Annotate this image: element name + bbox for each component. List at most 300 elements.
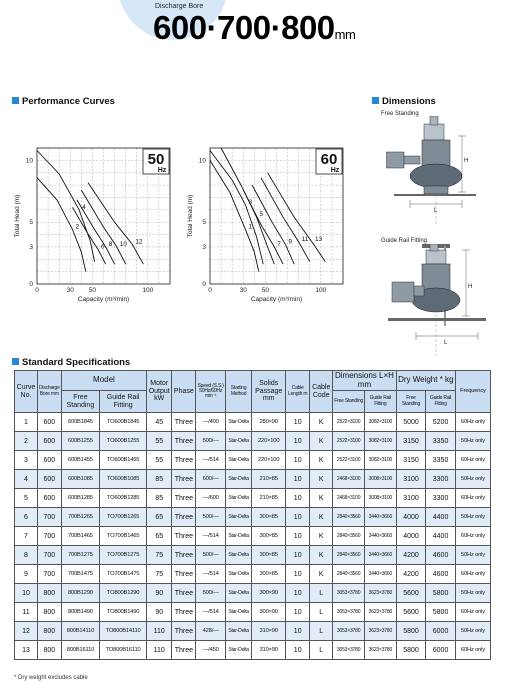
cell-motor: 65: [147, 527, 172, 546]
cell-cable-length: 10: [286, 413, 310, 432]
cell-curve: 1: [15, 413, 38, 432]
cell-model-guide: TO700B1475: [100, 565, 147, 584]
cell-weight-guide: 3300: [426, 470, 456, 489]
curve-label: 2: [75, 223, 80, 231]
cell-model-free: 600B1285: [61, 489, 99, 508]
cell-cable-code: L: [310, 603, 333, 622]
cell-model-free: 800B1490: [61, 603, 99, 622]
cell-weight-free: 3100: [396, 470, 426, 489]
cell-weight-guide: 5200: [426, 413, 456, 432]
cell-model-guide: TO800B1290: [100, 584, 147, 603]
cell-motor: 75: [147, 546, 172, 565]
cell-bore: 700: [37, 546, 61, 565]
cell-model-guide: TO700B1275: [100, 546, 147, 565]
cell-dims-free: 2840×3560: [333, 565, 365, 584]
cell-dims-free: 2522×3100: [333, 451, 365, 470]
length-label: L: [434, 208, 438, 214]
cell-phase: Three: [172, 451, 196, 470]
cell-model-guide: TO600B1285: [100, 489, 147, 508]
cell-weight-guide: 3350: [426, 432, 456, 451]
cell-dims-free: 2468×3100: [333, 470, 365, 489]
cell-speed: —/514: [196, 527, 226, 546]
cell-cable-code: K: [310, 508, 333, 527]
cell-dims-free: 2522×3100: [333, 432, 365, 451]
cell-frequency: 60Hz only: [455, 641, 490, 660]
y-tick-label: 10: [25, 157, 33, 165]
table-row: [15, 508, 491, 527]
cell-weight-free: 5600: [396, 584, 426, 603]
cell-dims-guide: 3008×3100: [364, 470, 396, 489]
cell-weight-free: 5800: [396, 641, 426, 660]
cell-frequency: 60Hz only: [455, 527, 490, 546]
cell-curve: 11: [15, 603, 38, 622]
table-row: [15, 527, 491, 546]
cell-dims-guide: 3082×3100: [364, 413, 396, 432]
cell-frequency: 60Hz only: [455, 603, 490, 622]
cell-starting: Star-Delta: [225, 451, 251, 470]
x-axis-label: Capacity (m³/min): [77, 296, 130, 303]
cell-model-guide: TO700B1265: [100, 508, 147, 527]
bore-sizes: 600·700·800: [153, 9, 335, 46]
x-tick-label: 0: [208, 287, 212, 294]
cell-model-free: 800B14110: [61, 622, 99, 641]
col-dimensions: Dimensions L×H mm: [333, 371, 397, 391]
cell-dims-guide: 3623×3780: [364, 584, 396, 603]
cell-solids: 210×85: [252, 470, 286, 489]
cell-speed: 428/—: [196, 622, 226, 641]
cell-speed: 500/—: [196, 546, 226, 565]
cell-model-guide: TO700B1465: [100, 527, 147, 546]
cell-speed: 600/—: [196, 470, 226, 489]
y-tick-label: 3: [29, 243, 33, 251]
cell-motor: 85: [147, 470, 172, 489]
cell-curve: 12: [15, 622, 38, 641]
cell-curve: 13: [15, 641, 38, 660]
cell-model-guide: TO600B1255: [100, 432, 147, 451]
cell-cable-length: 10: [286, 641, 310, 660]
cell-phase: Three: [172, 508, 196, 527]
cell-model-free: 600B1455: [61, 451, 99, 470]
cell-curve: 10: [15, 584, 38, 603]
cell-dims-free: 2840×3560: [333, 527, 365, 546]
cell-curve: 3: [15, 451, 38, 470]
cell-model-free: 600B1845: [61, 413, 99, 432]
footnote: * Dry weight excludes cable: [14, 675, 88, 681]
cell-dims-guide: 3623×3780: [364, 622, 396, 641]
cell-speed: —/514: [196, 451, 226, 470]
curve-label: 5: [259, 211, 264, 219]
cell-cable-code: K: [310, 527, 333, 546]
col-weight: Dry Weight * kg: [396, 371, 455, 391]
cell-weight-guide: 3300: [426, 489, 456, 508]
cell-starting: Star-Delta: [225, 641, 251, 660]
y-tick-label: 0: [202, 281, 206, 288]
cell-starting: Star-Delta: [225, 546, 251, 565]
table-row: [15, 546, 491, 565]
cell-bore: 600: [37, 413, 61, 432]
cell-bore: 700: [37, 565, 61, 584]
curve-12: [88, 183, 143, 265]
cell-frequency: 60Hz only: [455, 489, 490, 508]
curve-label: 9: [288, 238, 292, 246]
cell-model-guide: TO800B16110: [100, 641, 147, 660]
cell-dims-free: 3053×3780: [333, 584, 365, 603]
cell-model-free: 700B1275: [61, 546, 99, 565]
curve-label: 3: [248, 198, 253, 206]
cell-frequency: 50Hz only: [455, 470, 490, 489]
col-weight-guide: Guide Rail Fitting: [426, 391, 456, 413]
cell-curve: 4: [15, 470, 38, 489]
cell-cable-code: K: [310, 451, 333, 470]
cell-weight-free: 4000: [396, 508, 426, 527]
cell-bore: 800: [37, 622, 61, 641]
table-row: [15, 584, 491, 603]
y-tick-label: 5: [29, 219, 33, 227]
cell-model-free: 600B1085: [61, 470, 99, 489]
cell-model-free: 600B1255: [61, 432, 99, 451]
x-axis-label: Capacity (m³/min): [250, 296, 303, 303]
cell-weight-guide: 6000: [426, 641, 456, 660]
cell-starting: Star-Delta: [225, 489, 251, 508]
cell-weight-free: 5000: [396, 413, 426, 432]
cell-bore: 800: [37, 584, 61, 603]
spec-table: [14, 370, 491, 660]
cell-model-free: 800B1290: [61, 584, 99, 603]
cell-bore: 600: [37, 489, 61, 508]
cell-dims-free: 2840×3560: [333, 508, 365, 527]
cell-starting: Star-Delta: [225, 584, 251, 603]
curve-label: 8: [108, 240, 113, 248]
y-tick-label: 10: [198, 157, 206, 165]
cell-solids: 210×85: [252, 489, 286, 508]
cell-weight-free: 5800: [396, 622, 426, 641]
cell-dims-free: 2840×3560: [333, 546, 365, 565]
cell-bore: 700: [37, 508, 61, 527]
curve-label: 6: [100, 243, 105, 251]
x-tick-label: 0: [35, 287, 39, 294]
cell-motor: 90: [147, 603, 172, 622]
x-tick-label: 30: [239, 287, 247, 294]
cell-dims-guide: 3440×3660: [364, 565, 396, 584]
x-tick-label: 100: [142, 287, 154, 294]
cell-solids: 300×85: [252, 546, 286, 565]
col-motor: Motor Output kW: [147, 371, 172, 413]
curve-8: [77, 200, 115, 264]
cell-cable-code: L: [310, 584, 333, 603]
cell-dims-guide: 3440×3660: [364, 508, 396, 527]
curve-label: 1: [248, 223, 253, 231]
curve-13: [268, 173, 326, 262]
curve-label: 13: [314, 235, 323, 243]
frequency-unit: Hz: [157, 167, 167, 174]
col-model-free: Free Standing: [61, 391, 99, 413]
table-row: [15, 413, 491, 432]
y-tick-label: 0: [29, 281, 33, 288]
cell-cable-length: 10: [286, 508, 310, 527]
cell-dims-guide: 3440×3660: [364, 527, 396, 546]
cell-speed: —/514: [196, 565, 226, 584]
cell-motor: 65: [147, 508, 172, 527]
cell-frequency: 50Hz only: [455, 584, 490, 603]
cell-cable-length: 10: [286, 584, 310, 603]
cell-phase: Three: [172, 565, 196, 584]
cell-weight-free: 3100: [396, 489, 426, 508]
cell-motor: 45: [147, 413, 172, 432]
table-row: [15, 470, 491, 489]
cell-phase: Three: [172, 603, 196, 622]
cell-bore: 700: [37, 527, 61, 546]
cell-phase: Three: [172, 432, 196, 451]
cell-curve: 7: [15, 527, 38, 546]
cell-motor: 75: [147, 565, 172, 584]
cell-solids: 220×100: [252, 432, 286, 451]
cell-model-guide: TO600B1455: [100, 451, 147, 470]
cell-dims-guide: 3082×3100: [364, 432, 396, 451]
height-label: H: [464, 158, 469, 164]
curve-6: [73, 207, 106, 264]
chart-50hz: [14, 148, 170, 303]
table-row: [15, 603, 491, 622]
cell-cable-code: K: [310, 470, 333, 489]
cell-cable-length: 10: [286, 451, 310, 470]
table-row: [15, 622, 491, 641]
cell-speed: —/400: [196, 413, 226, 432]
cell-dims-free: 3053×3780: [333, 622, 365, 641]
cell-dims-guide: 3623×3780: [364, 641, 396, 660]
cell-starting: Star-Delta: [225, 470, 251, 489]
cell-solids: 300×85: [252, 565, 286, 584]
cell-solids: 220×100: [252, 451, 286, 470]
cell-weight-guide: 4400: [426, 527, 456, 546]
curve-label: 10: [119, 240, 128, 248]
cell-solids: 310×90: [252, 622, 286, 641]
cell-weight-guide: 3350: [426, 451, 456, 470]
cell-cable-code: K: [310, 489, 333, 508]
cell-cable-code: K: [310, 546, 333, 565]
cell-speed: —/450: [196, 641, 226, 660]
cell-dims-guide: 3440×3660: [364, 546, 396, 565]
cell-model-guide: TO600B1085: [100, 470, 147, 489]
cell-dims-guide: 3082×3100: [364, 451, 396, 470]
cell-speed: 500/—: [196, 508, 226, 527]
col-dims-guide: Guide Rail Fitting: [364, 391, 396, 413]
x-tick-label: 100: [315, 287, 327, 294]
cell-cable-length: 10: [286, 565, 310, 584]
cell-motor: 55: [147, 451, 172, 470]
y-tick-label: 3: [202, 243, 206, 251]
cell-phase: Three: [172, 584, 196, 603]
curve-label: 7: [277, 240, 281, 248]
cell-cable-length: 10: [286, 527, 310, 546]
header-subtitle: Discharge Bore: [155, 3, 204, 10]
free-standing-drawing: [386, 116, 496, 226]
cell-bore: 600: [37, 470, 61, 489]
table-row: [15, 432, 491, 451]
col-bore: Discharge Bore mm: [37, 371, 61, 413]
table-row: [15, 641, 491, 660]
x-tick-label: 30: [66, 287, 74, 294]
cell-dims-free: 3053×3780: [333, 641, 365, 660]
frequency-title: 60: [320, 151, 338, 168]
cell-cable-length: 10: [286, 432, 310, 451]
cell-starting: Star-Delta: [225, 603, 251, 622]
guide-rail-label: Guide Rail Fitting: [381, 238, 428, 244]
col-cable-code: Cable Code: [310, 371, 333, 413]
cell-speed: 500/—: [196, 584, 226, 603]
cell-model-free: 700B1265: [61, 508, 99, 527]
cell-frequency: 50Hz only: [455, 508, 490, 527]
cell-phase: Three: [172, 622, 196, 641]
cell-starting: Star-Delta: [225, 622, 251, 641]
frequency-unit: Hz: [330, 167, 340, 174]
cell-solids: 300×85: [252, 527, 286, 546]
cell-model-guide: TO800B14110: [100, 622, 147, 641]
cell-weight-free: 3150: [396, 432, 426, 451]
y-tick-label: 5: [202, 219, 206, 227]
cell-curve: 9: [15, 565, 38, 584]
cell-motor: 110: [147, 622, 172, 641]
y-axis-label: Total Head (m): [14, 194, 21, 238]
height-label: H: [468, 284, 473, 290]
cell-curve: 8: [15, 546, 38, 565]
chart-60hz: [187, 148, 343, 303]
col-frequency: Frequency: [455, 371, 490, 413]
cell-phase: Three: [172, 527, 196, 546]
cell-dims-guide: 3008×3100: [364, 489, 396, 508]
cell-cable-code: L: [310, 641, 333, 660]
col-model: Model: [61, 371, 146, 391]
cell-frequency: 60Hz only: [455, 451, 490, 470]
cell-curve: 2: [15, 432, 38, 451]
cell-weight-guide: 5800: [426, 584, 456, 603]
cell-speed: —/600: [196, 489, 226, 508]
specs-section-title: Standard Specifications: [12, 357, 130, 368]
cell-weight-free: 3150: [396, 451, 426, 470]
cell-bore: 800: [37, 641, 61, 660]
col-model-guide: Guide Rail Fitting: [100, 391, 147, 413]
cell-weight-free: 4200: [396, 565, 426, 584]
cell-motor: 85: [147, 489, 172, 508]
cell-motor: 90: [147, 584, 172, 603]
cell-frequency: 50Hz only: [455, 432, 490, 451]
cell-phase: Three: [172, 489, 196, 508]
table-row: [15, 489, 491, 508]
cell-solids: 300×85: [252, 508, 286, 527]
curve-label: 12: [135, 238, 143, 246]
cell-frequency: 60Hz only: [455, 413, 490, 432]
cell-model-guide: TO800B1490: [100, 603, 147, 622]
col-solids: Solids Passage mm: [252, 371, 286, 413]
cell-speed: 500/—: [196, 432, 226, 451]
col-starting: Starting Method: [225, 371, 251, 413]
curve-4: [37, 151, 95, 262]
dimensions-section-title: Dimensions: [372, 96, 436, 107]
curve-1: [210, 160, 259, 271]
cell-motor: 110: [147, 641, 172, 660]
cell-dims-guide: 3623×3780: [364, 603, 396, 622]
cell-weight-guide: 5800: [426, 603, 456, 622]
cell-model-guide: TO600B1845: [100, 413, 147, 432]
curve-label: 4: [82, 203, 86, 211]
cell-cable-length: 10: [286, 603, 310, 622]
free-standing-label: Free Standing: [381, 111, 419, 117]
cell-frequency: 60Hz only: [455, 565, 490, 584]
guide-rail-drawing: [386, 244, 496, 356]
cell-bore: 800: [37, 603, 61, 622]
cell-weight-guide: 4600: [426, 565, 456, 584]
cell-model-free: 700B1475: [61, 565, 99, 584]
frequency-title: 50: [147, 151, 165, 168]
cell-frequency: 50Hz only: [455, 622, 490, 641]
cell-starting: Star-Delta: [225, 527, 251, 546]
cell-weight-guide: 4400: [426, 508, 456, 527]
cell-weight-guide: 4600: [426, 546, 456, 565]
cell-cable-code: L: [310, 622, 333, 641]
cell-weight-guide: 6000: [426, 622, 456, 641]
cell-model-free: 700B1465: [61, 527, 99, 546]
cell-weight-free: 4000: [396, 527, 426, 546]
cell-bore: 600: [37, 432, 61, 451]
cell-solids: 280×90: [252, 413, 286, 432]
x-tick-label: 50: [88, 287, 97, 294]
cell-phase: Three: [172, 546, 196, 565]
cell-model-free: 800B16110: [61, 641, 99, 660]
cell-weight-free: 5600: [396, 603, 426, 622]
col-cable-length: Cable Length m: [286, 371, 310, 413]
length-label: L: [444, 340, 448, 346]
col-curve: Curve No.: [15, 371, 38, 413]
cell-cable-length: 10: [286, 470, 310, 489]
table-row: [15, 565, 491, 584]
cell-phase: Three: [172, 413, 196, 432]
cell-cable-length: 10: [286, 489, 310, 508]
x-tick-label: 50: [261, 287, 270, 294]
cell-curve: 6: [15, 508, 38, 527]
cell-starting: Star-Delta: [225, 413, 251, 432]
cell-curve: 5: [15, 489, 38, 508]
cell-starting: Star-Delta: [225, 508, 251, 527]
col-dims-free: Free Standing: [333, 391, 365, 413]
table-row: [15, 451, 491, 470]
cell-dims-free: 3053×3780: [333, 603, 365, 622]
cell-cable-code: K: [310, 413, 333, 432]
cell-bore: 600: [37, 451, 61, 470]
col-phase: Phase: [172, 371, 196, 413]
cell-solids: 300×90: [252, 603, 286, 622]
cell-starting: Star-Delta: [225, 565, 251, 584]
cell-dims-free: 2522×3100: [333, 413, 365, 432]
cell-phase: Three: [172, 641, 196, 660]
cell-solids: 300×90: [252, 584, 286, 603]
cell-dims-free: 2468×3100: [333, 489, 365, 508]
cell-phase: Three: [172, 470, 196, 489]
col-weight-free: Free Standing: [396, 391, 426, 413]
bullet-square-icon: [12, 358, 19, 365]
cell-motor: 55: [147, 432, 172, 451]
cell-cable-code: K: [310, 432, 333, 451]
cell-solids: 310×90: [252, 641, 286, 660]
performance-section-title: Performance Curves: [12, 96, 115, 107]
cell-starting: Star-Delta: [225, 432, 251, 451]
y-axis-label: Total Head (m): [187, 194, 194, 238]
cell-speed: —/514: [196, 603, 226, 622]
cell-cable-code: K: [310, 565, 333, 584]
cell-cable-length: 10: [286, 546, 310, 565]
cell-frequency: 50Hz only: [455, 546, 490, 565]
col-speed: Speed (S.S.) 50Hz/60Hz min⁻¹: [196, 371, 226, 413]
curve-label: 11: [301, 235, 309, 243]
cell-cable-length: 10: [286, 622, 310, 641]
